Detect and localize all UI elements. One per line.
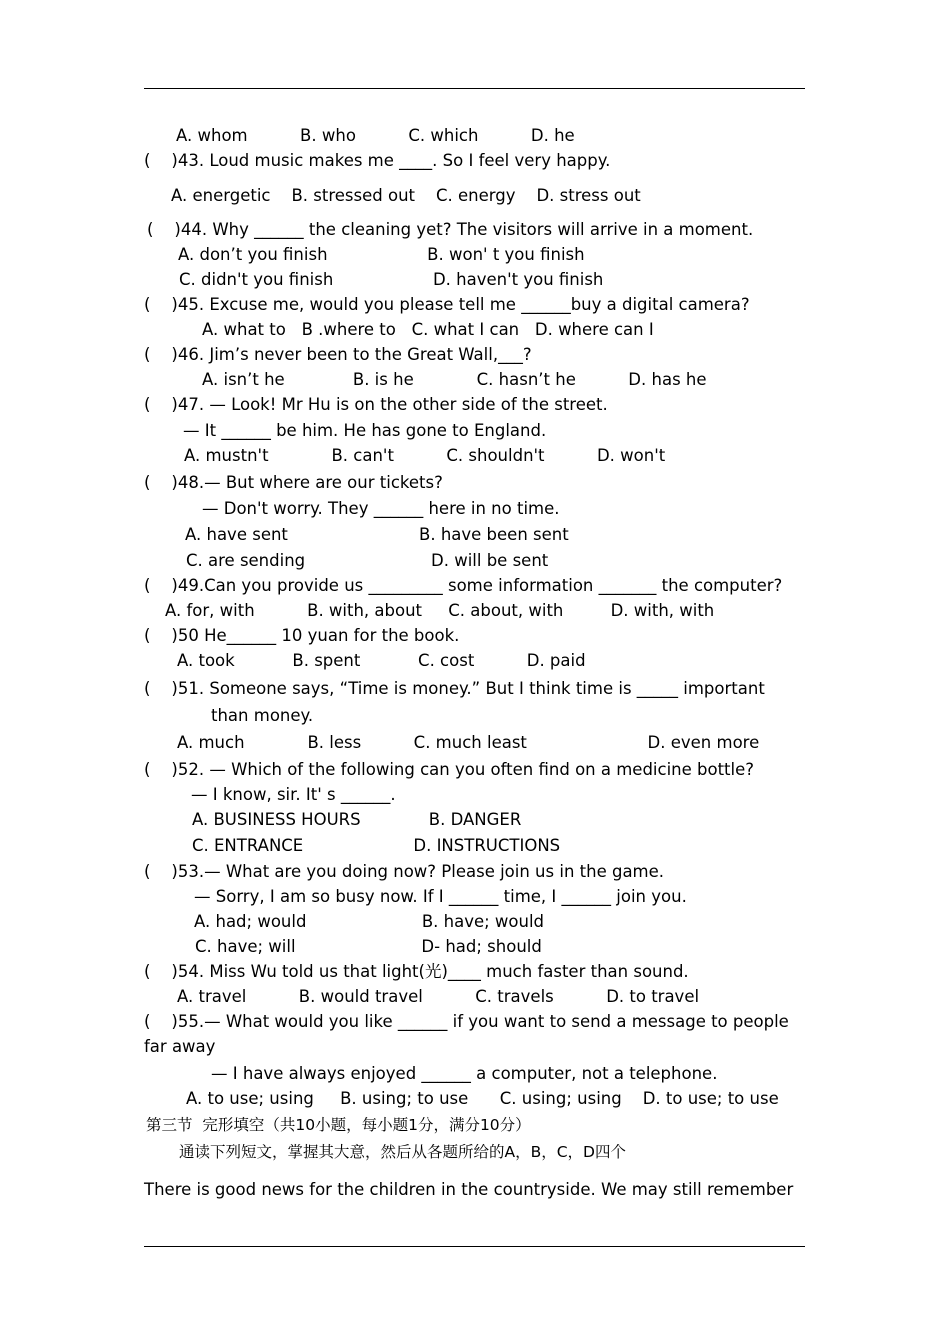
q52-stem: ( )52. — Which of the following can you often find on a medicine bottle? [144, 760, 755, 779]
q49-stem: ( )49.Can you provide us _________ some information _______ the computer? [144, 576, 783, 595]
section-instructions: 通读下列短文，掌握其大意，然后从各题所给的A，B，C，D四个 [179, 1143, 626, 1161]
q42-options: A. whom B. who C. which D. he [176, 126, 575, 145]
q53-reply: — Sorry, I am so busy now. If I ______ time, I ______ join you. [194, 887, 687, 906]
q53-options-cd: C. have; will D- had; should [195, 937, 542, 956]
q45-stem: ( )45. Excuse me, would you please tell me ______buy a digital camera? [144, 295, 750, 314]
q43-stem: ( )43. Loud music makes me ____. So I feel very happy. [144, 151, 611, 170]
q48-options-ab: A. have sent B. have been sent [185, 525, 569, 544]
q47-stem: ( )47. — Look! Mr Hu is on the other side of the street. [144, 395, 608, 414]
header-rule [144, 88, 805, 89]
q50-options: A. took B. spent C. cost D. paid [177, 651, 586, 670]
q49-options: A. for, with B. with, about C. about, with D. with, with [165, 601, 715, 620]
passage-first-line: There is good news for the children in the countryside. We may still remember [144, 1180, 794, 1199]
q53-options-ab: A. had; would B. have; would [194, 912, 545, 931]
q55-reply: — I have always enjoyed ______ a computer, not a telephone. [211, 1064, 718, 1083]
q43-options: A. energetic B. stressed out C. energy D. stress out [171, 186, 641, 205]
q44-stem: ( )44. Why ______ the cleaning yet? The visitors will arrive in a moment. [147, 220, 754, 239]
q46-stem: ( )46. Jim’s never been to the Great Wall,___? [144, 345, 532, 364]
q47-reply: — It ______ be him. He has gone to England. [183, 421, 547, 440]
q48-options-cd: C. are sending D. will be sent [186, 551, 549, 570]
q55-stem: ( )55.— What would you like ______ if you want to send a message to people [144, 1012, 789, 1031]
q54-stem: ( )54. Miss Wu told us that light(光)____ much faster than sound. [144, 962, 689, 981]
q46-options: A. isn’t he B. is he C. hasn’t he D. has he [202, 370, 707, 389]
q44-options-cd: C. didn't you finish D. haven't you finish [179, 270, 604, 289]
section-heading: 第三节 完形填空（共10小题，每小题1分，满分10分） [146, 1116, 531, 1134]
q51-options: A. much B. less C. much least D. even more [177, 733, 760, 752]
q50-stem: ( )50 He______ 10 yuan for the book. [144, 626, 460, 645]
q55-stem-cont: far away [144, 1037, 216, 1056]
q45-options: A. what to B .where to C. what I can D. where can I [202, 320, 654, 339]
q51-stem: ( )51. Someone says, “Time is money.” But I think time is _____ important [144, 679, 765, 698]
q48-reply: — Don't worry. They ______ here in no time. [202, 499, 560, 518]
q52-options-cd: C. ENTRANCE D. INSTRUCTIONS [192, 836, 561, 855]
q47-options: A. mustn't B. can't C. shouldn't D. won't [184, 446, 666, 465]
q44-options-ab: A. don’t you finish B. won' t you finish [178, 245, 585, 264]
q53-stem: ( )53.— What are you doing now? Please join us in the game. [144, 862, 665, 881]
q52-reply: — I know, sir. It' s ______. [191, 785, 396, 804]
q52-options-ab: A. BUSINESS HOURS B. DANGER [192, 810, 522, 829]
q48-stem: ( )48.— But where are our tickets? [144, 473, 443, 492]
q55-options: A. to use; using B. using; to use C. using; using D. to use; to use [186, 1089, 779, 1108]
q51-stem-cont: than money. [211, 706, 314, 725]
footer-rule [144, 1246, 805, 1247]
q54-options: A. travel B. would travel C. travels D. to travel [177, 987, 700, 1006]
